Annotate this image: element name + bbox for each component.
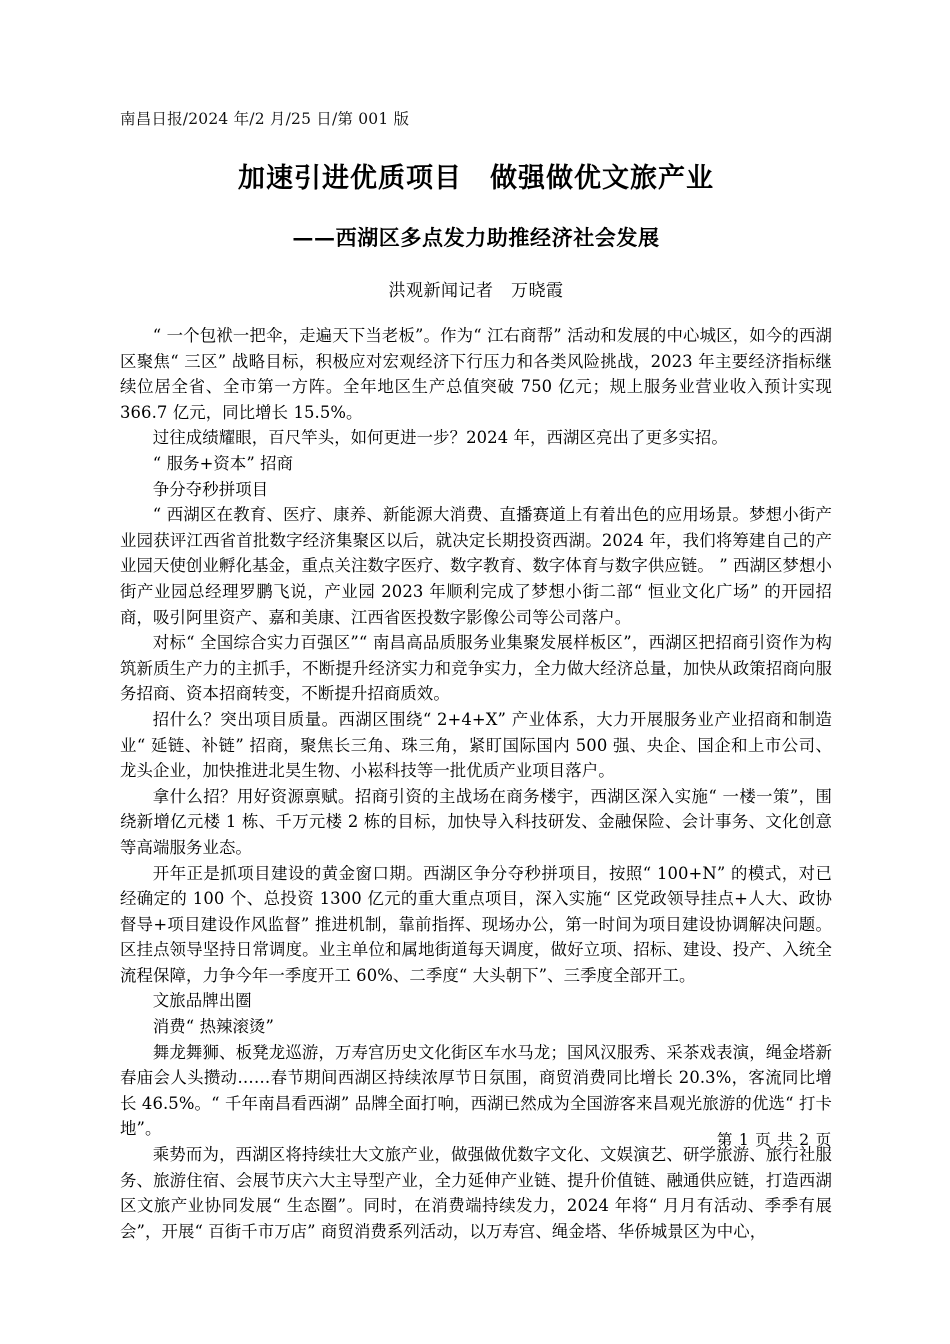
article-body	[120, 323, 832, 1244]
publication-source-line: 南昌日报/2024 年/2 月/25 日/第 001 版	[120, 110, 410, 128]
section-subheading: 消费“ 热辣滚烫”	[152, 1017, 275, 1037]
body-paragraph: 舞龙舞狮、板凳龙巡游，万寿宫历史文化街区车水马龙；国风汉服秀、采茶戏表演，绳金塔新春庙会人头攒动……春节期间西湖区持续浓厚节日氛围，商贸消费同比增长 20.3%，客流同比增长 46.5%。“ 千年南昌看西湖” 品牌全面打响，西湖已然成为全国游客来昌观光旅游的优选“ 打卡地”。	[120, 1042, 832, 1139]
body-paragraph: “ 一个包袱一把伞，走遍天下当老板”。作为“ 江右商帮” 活动和发展的中心城区，如今的西湖区聚焦“ 三区” 战略目标，积极应对宏观经济下行压力和各类风险挑战，2023 年主要经济指标继续位居全省、全市第一方阵。全年地区生产总值突破 750 亿元；规上服务业营业收入预计实现 366.7 亿元，同比增长 15.5%。	[120, 326, 832, 422]
body-paragraph: 开年正是抓项目建设的黄金窗口期。西湖区争分夺秒拼项目，按照“ 100+N” 的模式，对已经确定的 100 个、总投资 1300 亿元的重大重点项目，深入实施“ 区党政领导挂点+人大、政协督导+项目建设作风监督” 推进机制，靠前指挥、现场办公，第一时间为项目建设协调解决问题。区挂点领导坚持日常调度。业主单位和属地街道每天调度，做好立项、招标、建设、投产、入统全流程保障，力争今年一季度开工 60%、二季度“ 大头朝下”、三季度全部开工。	[120, 863, 832, 985]
article-byline: 洪观新闻记者 万晓霞	[388, 281, 564, 302]
section-subheading: 文旅品牌出圈	[152, 991, 252, 1011]
body-paragraph: 对标“ 全国综合实力百强区”“ 南昌高品质服务业集聚发展样板区”，西湖区把招商引资作为构筑新质生产力的主抓手，不断提升经济实力和竞争实力，全力做大经济总量，加快从政策招商向服务招商、资本招商转变，不断提升招商质效。	[120, 633, 832, 704]
body-paragraph: 过往成绩耀眼，百尺竿头，如何更进一步？2024 年，西湖区亮出了更多实招。	[152, 428, 728, 448]
body-paragraph: “ 西湖区在教育、医疗、康养、新能源大消费、直播赛道上有着出色的应用场景。梦想小街产业园获评江西省首批数字经济集聚区以后，就决定长期投资西湖。2024 年，我们将筹建自己的产业园天使创业孵化基金，重点关注数字医疗、数字教育、数字体育与数字供应链。 ” 西湖区梦想小街产业园总经理罗鹏飞说，产业园 2023 年顺利完成了梦想小街二部“ 恒业文化广场” 的开园招商，吸引阿里资产、嘉和美康、江西省医投数字影像公司等公司落户。	[120, 505, 832, 627]
section-subheading: 争分夺秒拼项目	[152, 479, 269, 499]
page-footer: 第 1 页 共 2 页	[716, 1131, 832, 1149]
section-subheading: “ 服务+资本” 招商	[152, 454, 294, 473]
body-paragraph: 乘势而为，西湖区将持续壮大文旅产业，做强做优数字文化、文娱演艺、研学旅游、旅行社服务、旅游住宿、会展节庆六大主导型产业，全力延伸产业链、提升价值链、融通供应链，打造西湖区文旅产业协同发展“ 生态圈”。同时，在消费端持续发力，2024 年将“ 月月有活动、季季有展会”，开展“ 百街千市万店” 商贸消费系列活动，以万寿宫、绳金塔、华侨城景区为中心，	[120, 1145, 832, 1241]
page-title: 加速引进优质项目 做强做优文旅产业	[238, 163, 714, 195]
body-paragraph: 拿什么招？用好资源禀赋。招商引资的主战场在商务楼宇，西湖区深入实施“ 一楼一策”，围绕新增亿元楼 1 栋、千万元楼 2 栋的目标，加快导入科技研发、金融保险、会计事务、文化创意等高端服务业态。	[120, 786, 832, 857]
body-paragraph: 招什么？突出项目质量。西湖区围绕“ 2+4+X” 产业体系，大力开展服务业产业招商和制造业“ 延链、补链” 招商，聚焦长三角、珠三角，紧盯国际国内 500 强、央企、国企和上市公司、龙头企业，加快推进北昊生物、小崧科技等一批优质产业项目落户。	[120, 709, 832, 781]
page-subtitle: ——西湖区多点发力助推经济社会发展	[292, 224, 660, 250]
document-content	[120, 0, 832, 1244]
